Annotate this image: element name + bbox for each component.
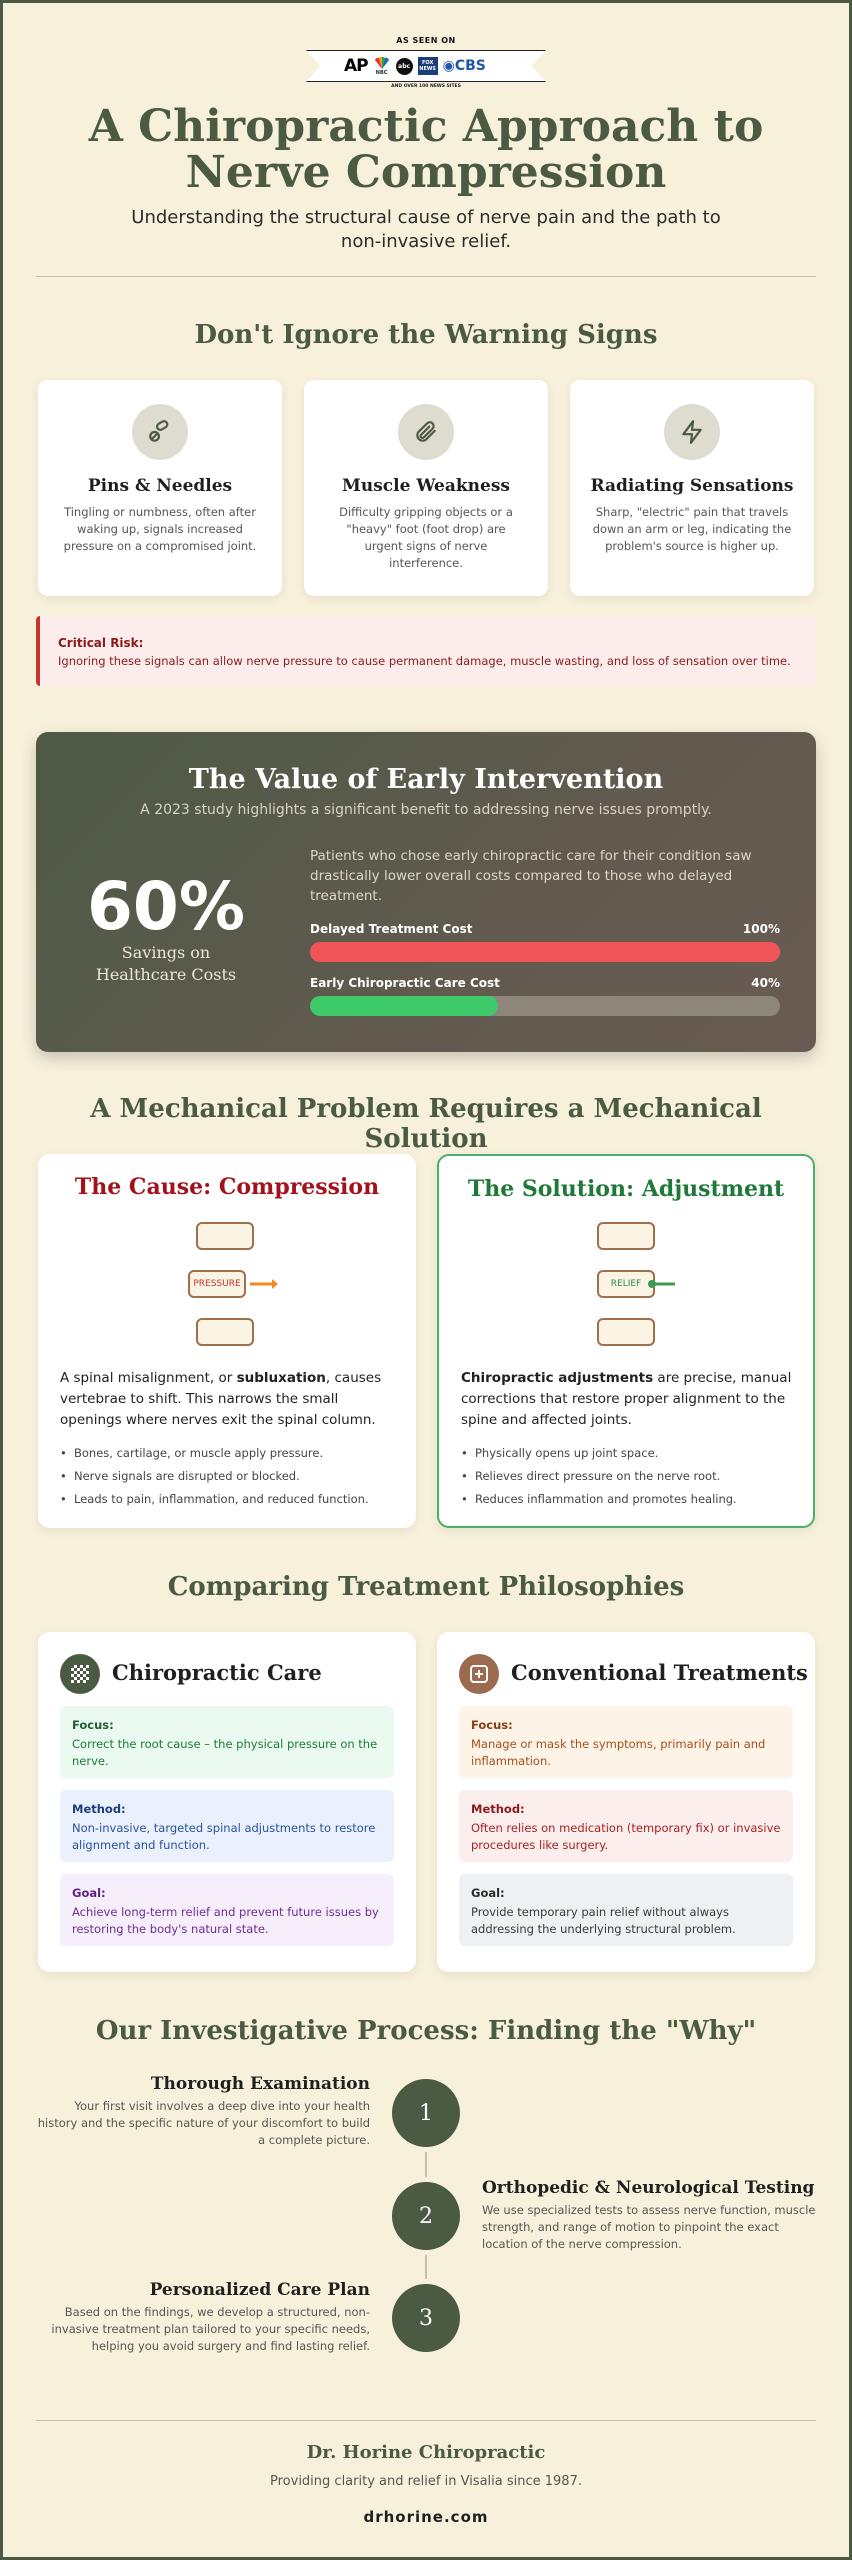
early-intervention-description: Patients who chose early chiropractic care for their condition saw drastically lower overall costs compared to those who delayed treatment. [310, 848, 752, 904]
relief-arrow-icon [647, 1278, 675, 1290]
critical-risk-heading: Critical Risk: [58, 636, 144, 650]
conv-focus-box: Focus: Manage or mask the symptoms, primarily pain and inflammation. [459, 1706, 793, 1778]
step-number-2: 2 [392, 2182, 460, 2250]
solution-title: The Solution: Adjustment [467, 1176, 785, 1202]
conventional-treatments-title: Conventional Treatments [511, 1660, 808, 1685]
vertebra-top [196, 1222, 254, 1250]
step-title: Orthopedic & Neurological Testing [482, 2178, 815, 2198]
chiropractic-care-card [38, 1632, 416, 1972]
chiro-method-box: Method: Non-invasive, targeted spinal adjustments to restore alignment and function. [60, 1790, 394, 1862]
paperclip-icon [398, 404, 454, 460]
warning-card-radiating-sensations [570, 380, 814, 596]
solution-description: Chiropractic adjustments are precise, manual corrections that restore proper alignment to the spine and affected joints. [461, 1370, 792, 1428]
media-logos [344, 54, 486, 78]
cbs-logo: ◉CBS [442, 58, 486, 74]
divider [36, 276, 816, 277]
warning-card-pins-needles [38, 380, 282, 596]
vertebra-bottom [597, 1318, 655, 1346]
mechanical-section-title: A Mechanical Problem Requires a Mechanical Solution [90, 1094, 762, 1154]
cause-title: The Cause: Compression [74, 1174, 380, 1200]
process-step-2 [482, 2178, 816, 2253]
early-intervention-title: The Value of Early Intervention [188, 764, 664, 795]
page-title: A Chiropractic Approach to Nerve Compression [88, 101, 764, 198]
solution-list [461, 1442, 797, 1511]
critical-risk-alert [36, 616, 816, 686]
philosophies-section-title: Comparing Treatment Philosophies [167, 1572, 685, 1602]
list-item: • Nerve signals are disrupted or blocked. [60, 1465, 396, 1488]
bar-track-delayed [310, 942, 780, 962]
bar-track-early [310, 996, 780, 1016]
step-number-3: 3 [392, 2284, 460, 2352]
nbc-peacock-icon [373, 56, 391, 70]
vertebra-top [597, 1222, 655, 1250]
savings-caption: Savings on Healthcare Costs [95, 943, 237, 984]
list-item: • Physically opens up joint space. [461, 1442, 797, 1465]
vertebra-bottom [196, 1318, 254, 1346]
nbc-logo: NBC [373, 56, 391, 76]
chiropractic-care-title: Chiropractic Care [112, 1660, 322, 1685]
warning-card-text: Difficulty gripping objects or a "heavy" foot (foot drop) are urgent signs of nerve interference. [339, 505, 513, 570]
footer-website-link[interactable]: drhorine.com [363, 2508, 489, 2526]
chiro-focus-box: Focus: Correct the root cause – the physical pressure on the nerve. [60, 1706, 394, 1778]
conv-method-box: Method: Often relies on medication (temporary fix) or invasive procedures like surgery. [459, 1790, 793, 1862]
footer-tagline: Providing clarity and relief in Visalia since 1987. [270, 2474, 582, 2489]
cause-list [60, 1442, 396, 1511]
early-intervention-panel [36, 732, 816, 1052]
ap-logo: AP [344, 56, 368, 76]
process-section-title: Our Investigative Process: Finding the "Why" [95, 2016, 757, 2046]
warning-card-text: Sharp, "electric" pain that travels down an arm or leg, indicating the problem's source is higher up. [592, 505, 792, 553]
fox-news-logo: FOX NEWS [418, 57, 438, 75]
lightning-icon [664, 404, 720, 460]
vertebra-aligned: RELIEF [597, 1270, 655, 1298]
conventional-treatments-card [437, 1632, 815, 1972]
step-title: Thorough Examination [150, 2074, 370, 2094]
warning-card-text: Tingling or numbness, often after waking up, signals increased pressure on a compromised joint. [63, 505, 257, 553]
bar-fill-delayed [310, 942, 780, 962]
page-subtitle: Understanding the structural cause of nerve pain and the path to non-invasive relief. [131, 207, 721, 252]
warning-section-title: Don't Ignore the Warning Signs [194, 320, 658, 350]
bar-label-delayed: Delayed Treatment Cost 100% [310, 922, 780, 936]
savings-percent: 60% [87, 868, 245, 945]
as-seen-on-badge [306, 36, 546, 90]
list-item: • Bones, cartilage, or muscle apply pressure. [60, 1442, 396, 1465]
bar-fill-early [310, 996, 498, 1016]
critical-risk-text: Ignoring these signals can allow nerve pressure to cause permanent damage, muscle wasting, and loss of sensation over time. [58, 654, 791, 668]
step-number-1: 1 [392, 2079, 460, 2147]
warning-card-title: Muscle Weakness [342, 476, 510, 496]
as-seen-on-sub: AND OVER 100 NEWS SITES [391, 84, 461, 89]
process-step-3 [36, 2280, 370, 2355]
warning-card-muscle-weakness [304, 380, 548, 596]
solution-card [437, 1154, 815, 1528]
step-text: Your first visit involves a deep dive into your health history and the specific nature of your discomfort to build a complete picture. [37, 2099, 370, 2147]
step-title: Personalized Care Plan [149, 2280, 370, 2300]
vertebra-shifted: PRESSURE [188, 1270, 246, 1298]
footer-divider [36, 2420, 816, 2421]
abc-logo: abc [396, 58, 413, 75]
spine-grid-icon [60, 1654, 100, 1694]
cause-description: A spinal misalignment, or subluxation, causes vertebrae to shift. This narrows the small openings where nerves exit the spinal column. [60, 1370, 382, 1428]
footer-clinic-name: Dr. Horine Chiropractic [306, 2442, 546, 2463]
pressure-arrow-icon [250, 1278, 278, 1290]
bar-label-early: Early Chiropractic Care Cost 40% [310, 976, 780, 990]
conv-goal-box: Goal: Provide temporary pain relief without always addressing the underlying structural problem. [459, 1874, 793, 1946]
cause-card [38, 1154, 416, 1528]
chiro-goal-box: Goal: Achieve long-term relief and prevent future issues by restoring the body's natural state. [60, 1874, 394, 1946]
list-item: • Relieves direct pressure on the nerve root. [461, 1465, 797, 1488]
list-item: • Reduces inflammation and promotes healing. [461, 1488, 797, 1511]
early-intervention-subtitle: A 2023 study highlights a significant benefit to addressing nerve issues promptly. [140, 802, 712, 818]
process-step-1 [36, 2074, 370, 2149]
medical-plus-icon [459, 1654, 499, 1694]
warning-card-title: Pins & Needles [87, 476, 233, 496]
list-item: • Leads to pain, inflammation, and reduced function. [60, 1488, 396, 1511]
step-text: Based on the findings, we develop a structured, non-invasive treatment plan tailored to your specific needs, helping you avoid surgery and find lasting relief. [51, 2305, 370, 2353]
warning-card-title: Radiating Sensations [590, 476, 794, 496]
pills-icon [132, 404, 188, 460]
as-seen-on-label: AS SEEN ON [396, 36, 456, 45]
step-text: We use specialized tests to assess nerve function, muscle strength, and range of motion to pinpoint the exact location of the nerve compression. [482, 2203, 816, 2251]
